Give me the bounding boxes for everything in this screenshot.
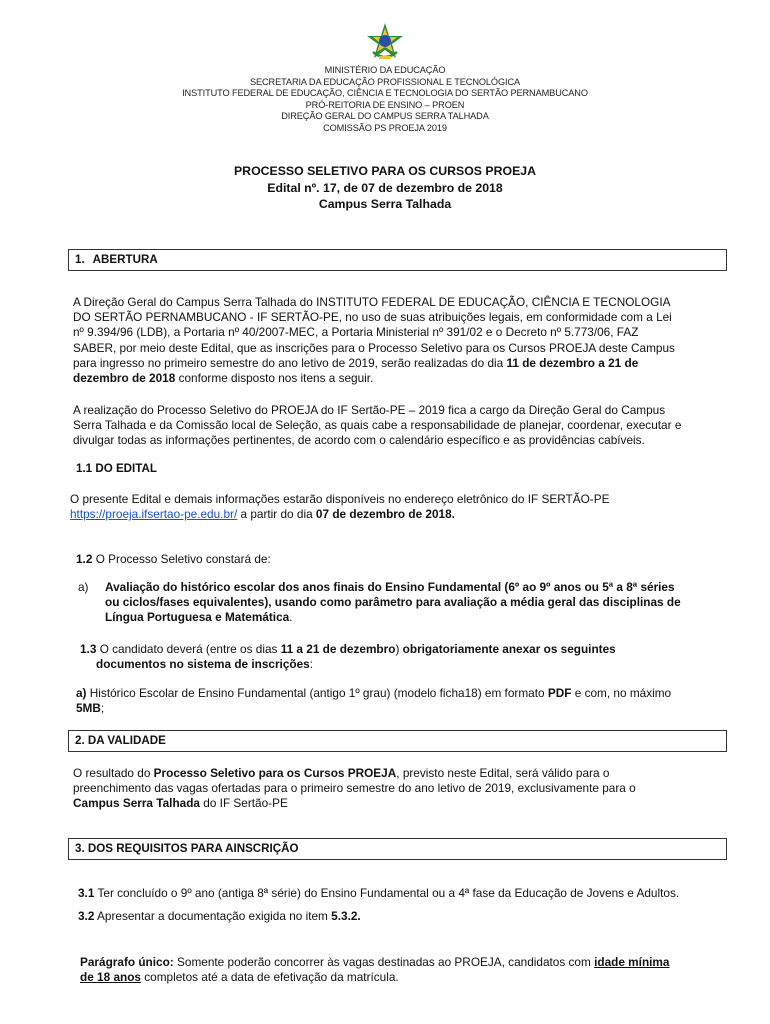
text-run: Somente poderão concorrer às vagas destinadas ao PROEJA, candidatos com [177,955,591,969]
header-line: COMISSÃO PS PROEJA 2019 [323,122,447,133]
title-line-1: PROCESSO SELETIVO PARA OS CURSOS PROEJA [233,164,536,178]
header-line: MINISTÉRIO DA EDUCAÇÃO [324,65,446,75]
text-line [73,371,725,386]
section-2-heading: 2. DA VALIDADE [68,730,727,752]
title-line-3: Campus Serra Talhada [318,197,452,211]
header-line: DIREÇÃO GERAL DO CAMPUS SERRA TALHADA [281,111,489,122]
text-run: O resultado do [73,766,151,780]
campus-name: Campus Serra Talhada [73,796,200,811]
text-line: divulgar todas as informações pertinentes, de acordo com o calendário específico e as providências cabíveis. [73,433,645,448]
text-run: completos até a data de efetivação da matrícula. [144,970,399,985]
text-line [80,970,724,985]
text-line [73,796,725,811]
subsection-number: 1.2 [76,552,93,566]
subsection-1-2-item-a [78,580,726,628]
subsection-1-1-text [70,492,726,522]
text-run: conforme disposto nos itens a seguir. [178,371,374,386]
text-run: Ter concluído o 9º ano (antiga 8ª série) do Ensino Fundamental ou a 4ª fase da Educação de Jovens e Adultos. [97,886,680,900]
section-1-heading [68,249,727,271]
text-line: DO SERTÃO PERNAMBUCANO - IF SERTÃO-PE, no uso de suas atribuições legais, em conformidade com a Lei [73,310,672,325]
text-run: Processo Seletivo para os Cursos PROEJA [153,766,397,780]
item-number: 3.1 [78,886,95,900]
brasao-republica-icon [364,22,406,64]
text-run: obrigatoriamente anexar os seguintes [402,642,616,656]
text-run: para ingresso no primeiro semestre do ano letivo de 2019, serão realizadas do dia [73,355,504,370]
section-number: 1. [75,253,85,266]
edital-link[interactable]: https://proeja.ifsertao-pe.edu.br/ [70,507,238,522]
date-range-end: dezembro de 2018 [73,371,176,386]
release-date: 07 de dezembro de 2018. [315,507,455,522]
item-reference: 5.3.2. [331,909,361,923]
text-run: e com, no máximo [574,686,672,700]
text-line [80,642,726,657]
section-1-paragraph-1 [73,295,725,386]
item-label: a) [76,686,87,700]
section-title: ABERTURA [92,253,158,266]
minimum-age: idade mínima [594,955,670,969]
text-line [80,657,726,672]
item-number: 3.2 [78,909,95,923]
text-run: ) [395,642,400,656]
section-1-paragraph-2 [73,403,725,449]
header-line: SECRETARIA DA EDUCAÇÃO PROFISSIONAL E TECNOLÓGICA [249,76,521,87]
text-line [73,766,725,781]
text-run: : [309,657,314,672]
text-line [105,610,726,625]
section-3-item-1 [78,886,728,901]
text-run: Língua Portuguesa e Matemática [105,610,290,625]
paragraph-label: Parágrafo único: [80,955,174,969]
text-run: Apresentar a documentação exigida no item [97,909,328,923]
text-line: Serra Talhada e da Comissão local de Seleção, as quais cabe a responsabilidade de planejar, coordenar, executar e [73,418,682,433]
item-body [105,580,726,626]
text-run: . [289,610,293,625]
text-run: O candidato deverá (entre os dias [99,642,278,656]
text-line: Avaliação do histórico escolar dos anos finais do Ensino Fundamental (6º ao 9º anos ou 5ª a 8ª séries [105,580,675,594]
text-run: O Processo Seletivo constará de: [95,552,271,566]
text-line: ou ciclos/fases equivalentes), usando como parâmetro para avaliação a média geral das disciplinas de [105,595,681,610]
subsection-number: 1.3 [80,642,97,656]
subsection-1-3-text [80,642,726,672]
item-label: a) [78,580,89,594]
text-line: A realização do Processo Seletivo do PROEJA do IF Sertão-PE – 2019 fica a cargo da Direção Geral do Campus [73,403,666,417]
text-run: Histórico Escolar de Ensino Fundamental (antigo 1º grau) (modelo ficha18) em formato [89,686,545,700]
subsection-1-3-item-a [76,686,726,716]
header-line: INSTITUTO FEDERAL DE EDUCAÇÃO, CIÊNCIA E TECNOLOGIA DO SERTÃO PERNAMBUCANO [182,88,588,99]
text-line: A Direção Geral do Campus Serra Talhada do INSTITUTO FEDERAL DE EDUCAÇÃO, CIÊNCIA E TECNOLOGIA [73,295,671,309]
institution-header [0,65,770,135]
header-line: PRÓ-REITORIA DE ENSINO – PROEN [305,99,465,110]
document-title [0,163,770,213]
text-line: SABER, por meio deste Edital, que as inscrições para o Processo Seletivo para os Cursos PROEJA deste Campus [73,340,675,355]
text-line: nº 9.394/96 (LDB), a Portaria nº 40/2007-MEC, a Portaria Ministerial nº 391/02 e o Decreto nº 5.773/06, FAZ [73,325,639,340]
subsection-1-2-text [76,552,728,567]
file-size-limit: 5MB [76,701,101,716]
section-3-paragraph-unico [80,955,724,985]
date-range: 11 a 21 de dezembro [280,642,396,656]
text-line: O presente Edital e demais informações estarão disponíveis no endereço eletrônico do IF SERTÃO-PE [70,492,610,506]
date-range: 11 de dezembro a 21 de [506,355,639,370]
section-3-item-2 [78,909,728,924]
subsection-1-1-heading: 1.1 DO EDITAL [76,462,157,475]
file-format: PDF [547,686,572,700]
minimum-age-value: de 18 anos [80,970,141,985]
text-line [70,507,726,522]
text-run: documentos no sistema de inscrições [96,657,310,672]
section-2-text [73,766,725,812]
text-line [76,686,726,701]
section-3-heading: 3. DOS REQUISITOS PARA AINSCRIÇÃO [68,838,727,860]
text-line: preenchimento das vagas ofertadas para o primeiro semestre do ano letivo de 2019, exclusivamente para o [73,781,636,796]
text-run: a partir do dia [240,507,313,522]
title-line-2: Edital nº. 17, de 07 de dezembro de 2018 [267,180,503,195]
text-run: ; [100,701,105,716]
text-line [76,701,726,716]
text-run: , previsto neste Edital, será válido para o [396,766,610,780]
text-run: do IF Sertão-PE [203,796,288,811]
text-line [73,356,725,371]
text-line [80,955,724,970]
